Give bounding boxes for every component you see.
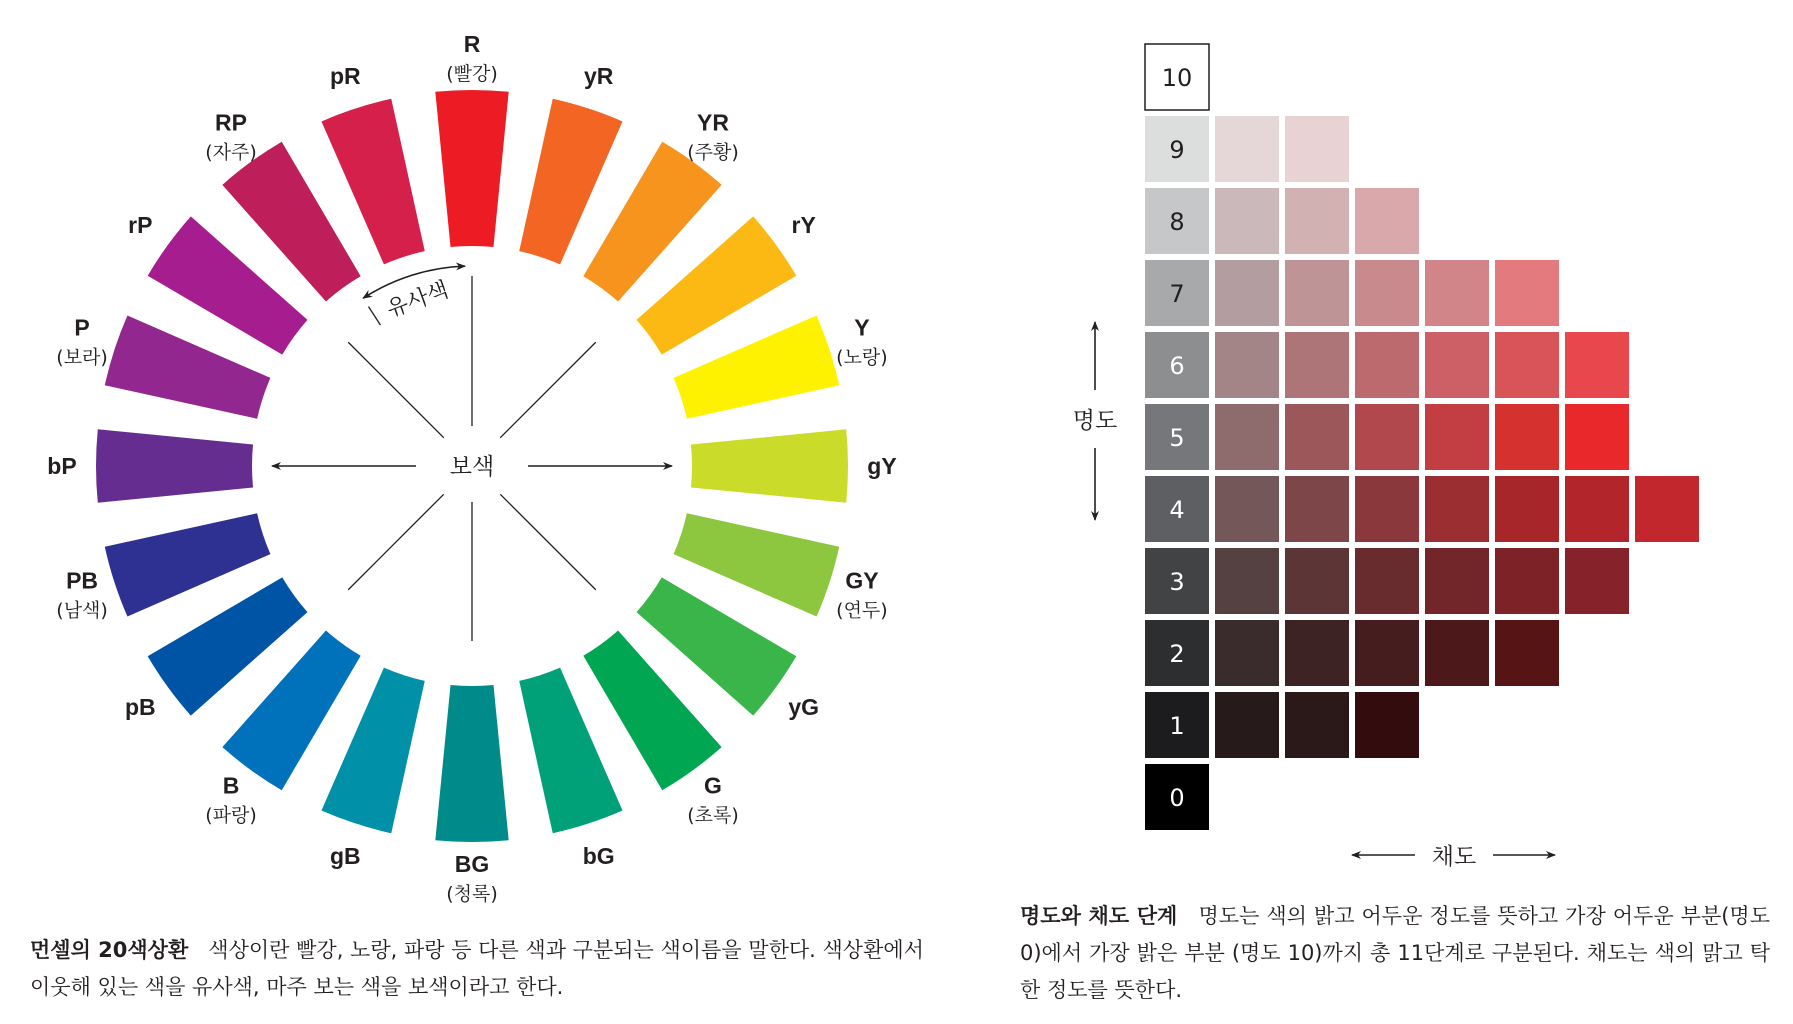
- chart-caption-title: 명도와 채도 단계: [1020, 904, 1178, 928]
- chroma-chip-3-2: [1285, 548, 1349, 614]
- chroma-chip-5-5: [1495, 404, 1559, 470]
- wheel-label-yR: yR: [583, 63, 614, 90]
- lightness-value-6: 6: [1169, 352, 1185, 380]
- wheel-name-BG: (청록): [446, 883, 498, 905]
- chroma-chip-5-3: [1355, 404, 1419, 470]
- chroma-chip-6-6: [1565, 332, 1629, 398]
- chroma-chip-4-6: [1565, 476, 1629, 542]
- wheel-label-PB: PB: [66, 567, 99, 594]
- chart-caption: [1020, 898, 1770, 1009]
- wheel-label-yG: yG: [788, 693, 820, 720]
- chroma-chip-7-1: [1215, 260, 1279, 326]
- chroma-chip-2-2: [1285, 620, 1349, 686]
- chroma-chip-4-3: [1355, 476, 1419, 542]
- chroma-chip-4-7: [1635, 476, 1699, 542]
- wheel-name-P: (보라): [56, 346, 108, 369]
- chroma-chip-6-2: [1285, 332, 1349, 398]
- wheel-label-rP: rP: [128, 212, 153, 239]
- lightness-value-7: 7: [1169, 280, 1185, 308]
- wheel-label-R: R: [463, 31, 481, 57]
- chroma-chip-7-5: [1495, 260, 1559, 326]
- chroma-chip-8-3: [1355, 188, 1419, 254]
- lightness-value-8: 8: [1169, 208, 1185, 236]
- wheel-label-YR: YR: [697, 109, 729, 136]
- chroma-chip-3-6: [1565, 548, 1629, 614]
- wheel-name-Y: (노랑): [836, 346, 888, 369]
- wheel-name-PB: (남색): [56, 599, 108, 622]
- chroma-chip-8-1: [1215, 188, 1279, 254]
- chroma-axis-label: 채도: [1431, 844, 1477, 870]
- chroma-chip-5-1: [1215, 404, 1279, 470]
- chroma-chip-6-4: [1425, 332, 1489, 398]
- chart-caption-text: 명도는 색의 밝고 어두운 정도를 뜻하고 가장 어두운 부분(명도 0)에서 가장 밝은 부분 (명도 10)까지 총 11단계로 구분된다. 채도는 색의 맑고 탁한 정도를 뜻한다.: [1020, 904, 1771, 1002]
- wheel-name-B: (파랑): [205, 804, 257, 827]
- wheel-label-bG: bG: [582, 842, 615, 869]
- chroma-chip-4-2: [1285, 476, 1349, 542]
- wheel-label-gB: gB: [329, 842, 361, 869]
- chroma-chip-4-5: [1495, 476, 1559, 542]
- chroma-chip-4-4: [1425, 476, 1489, 542]
- chroma-chip-8-2: [1285, 188, 1349, 254]
- chroma-chip-5-2: [1285, 404, 1349, 470]
- wheel-label-B: B: [222, 772, 240, 799]
- chroma-chip-3-1: [1215, 548, 1279, 614]
- chroma-chip-9-1: [1215, 116, 1279, 182]
- chroma-chip-3-5: [1495, 548, 1559, 614]
- chroma-chip-4-1: [1215, 476, 1279, 542]
- wheel-name-G: (초록): [687, 804, 739, 827]
- lightness-value-4: 4: [1169, 496, 1185, 524]
- wheel-name-R: (빨강): [446, 63, 498, 85]
- chroma-chip-6-3: [1355, 332, 1419, 398]
- chroma-chip-6-5: [1495, 332, 1559, 398]
- wheel-label-RP: RP: [215, 109, 247, 136]
- lightness-value-3: 3: [1169, 568, 1185, 596]
- wheel-label-G: G: [704, 772, 722, 799]
- chroma-chip-7-3: [1355, 260, 1419, 326]
- wheel-label-gY: gY: [867, 453, 897, 479]
- chroma-chip-3-3: [1355, 548, 1419, 614]
- wheel-label-Y: Y: [854, 314, 870, 341]
- chroma-chip-1-2: [1285, 692, 1349, 758]
- wheel-name-GY: (연두): [836, 599, 888, 622]
- lightness-value-1: 1: [1169, 712, 1185, 740]
- wheel-label-rY: rY: [791, 212, 816, 239]
- chroma-chip-1-3: [1355, 692, 1419, 758]
- chroma-chip-1-1: [1215, 692, 1279, 758]
- lightness-value-5: 5: [1169, 424, 1185, 452]
- chroma-chip-2-1: [1215, 620, 1279, 686]
- wheel-label-P: P: [74, 314, 90, 341]
- complementary-label: 보색: [449, 454, 495, 480]
- chroma-chip-2-3: [1355, 620, 1419, 686]
- wheel-name-YR: (주황): [687, 141, 739, 164]
- chroma-chip-7-4: [1425, 260, 1489, 326]
- chroma-chip-3-4: [1425, 548, 1489, 614]
- chroma-chip-7-2: [1285, 260, 1349, 326]
- lightness-axis-label: 명도: [1072, 408, 1118, 434]
- wheel-name-RP: (자주): [205, 141, 257, 164]
- lightness-value-10: 10: [1161, 64, 1193, 92]
- wheel-label-pB: pB: [124, 693, 156, 720]
- lightness-value-0: 0: [1169, 784, 1185, 812]
- wheel-label-BG: BG: [454, 851, 490, 877]
- chroma-chip-6-1: [1215, 332, 1279, 398]
- chroma-chip-9-2: [1285, 116, 1349, 182]
- lightness-value-2: 2: [1169, 640, 1185, 668]
- wheel-caption-title: 먼셀의 20색상환: [30, 938, 189, 962]
- analogous-label: 유사색: [383, 277, 453, 323]
- chroma-chip-5-4: [1425, 404, 1489, 470]
- chroma-chip-5-6: [1565, 404, 1629, 470]
- wheel-caption: [30, 932, 930, 1006]
- wheel-caption-text: 색상이란 빨강, 노랑, 파랑 등 다른 색과 구분되는 색이름을 말한다. 색상환에서 이웃해 있는 색을 유사색, 마주 보는 색을 보색이라고 한다.: [30, 938, 924, 999]
- wheel-label-bP: bP: [47, 453, 77, 479]
- chroma-chip-2-4: [1425, 620, 1489, 686]
- chroma-chip-2-5: [1495, 620, 1559, 686]
- wheel-label-pR: pR: [329, 63, 361, 90]
- lightness-value-9: 9: [1169, 136, 1185, 164]
- wheel-label-GY: GY: [845, 567, 879, 594]
